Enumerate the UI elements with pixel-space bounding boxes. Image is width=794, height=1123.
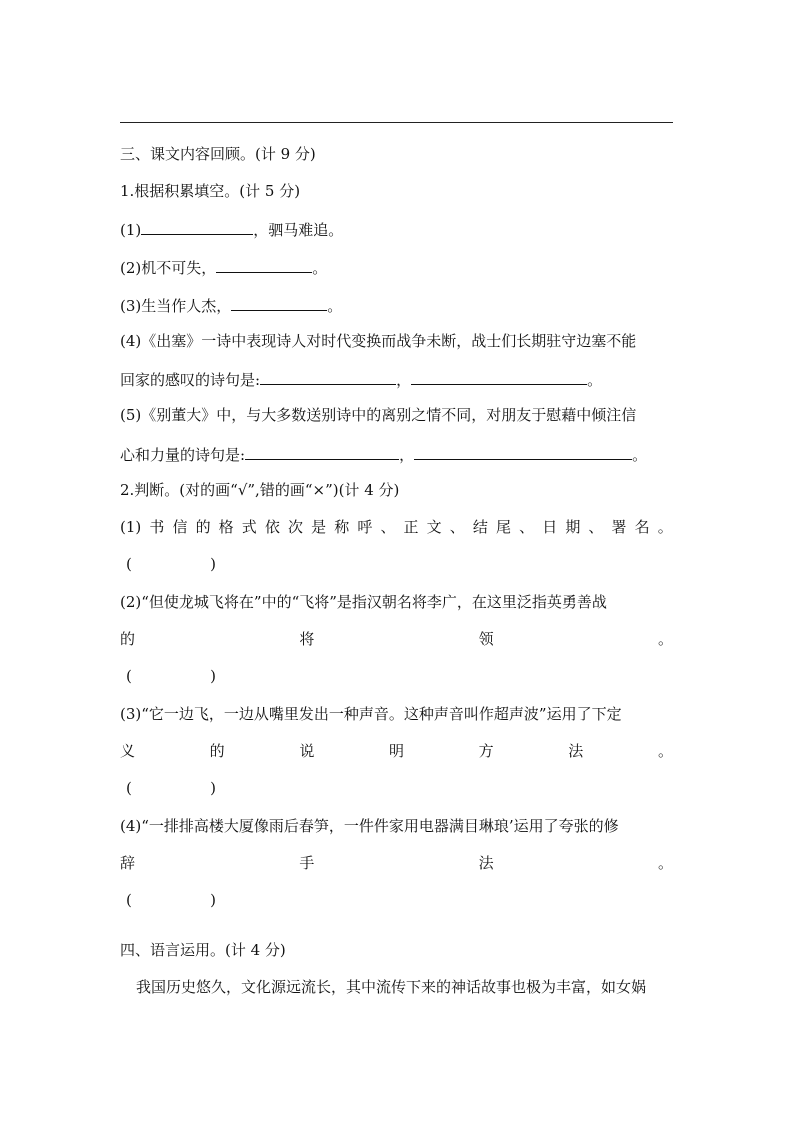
- q2-item2-line1: (2)“但使龙城飞将在”中的“飞将”是指汉朝名将李广，在这里泛指英勇善战: [120, 593, 607, 611]
- section4-heading: 四、语言运用。(计 4 分): [120, 941, 286, 959]
- text-char: 次: [288, 518, 304, 536]
- answer-blank[interactable]: [141, 218, 253, 235]
- q1-item2: [120, 256, 673, 276]
- q1-item2-prefix: (2)机不可失，: [120, 259, 217, 277]
- q2-item4-line2: [120, 853, 673, 873]
- q1-item3: [120, 294, 673, 314]
- text-char: 、: [449, 518, 465, 536]
- q2-item4-line1: (4)“一排排高楼大厦像雨后春笋，一件件家用电器满目琳琅’运用了夸张的修: [120, 817, 619, 835]
- paren-open: (: [126, 667, 132, 685]
- text-char: 书: [149, 518, 165, 536]
- text-char: 依: [264, 518, 280, 536]
- q1-item4-comma: ，: [396, 371, 412, 389]
- text-char: 义: [120, 742, 136, 760]
- text-char: 法: [568, 742, 584, 760]
- answer-blank[interactable]: [260, 368, 396, 385]
- text-char: 正: [403, 518, 419, 536]
- text-char: 呼: [357, 518, 373, 536]
- answer-paren-1[interactable]: [126, 554, 216, 574]
- text-char: 的: [195, 518, 211, 536]
- paren-open: (: [126, 891, 132, 909]
- text-char: 的: [209, 742, 225, 760]
- text-char: 。: [657, 518, 673, 536]
- text-char: 说: [299, 742, 315, 760]
- text-char: 辞: [120, 854, 136, 872]
- q1-item5-line2: [120, 443, 673, 463]
- header-rule: [120, 122, 673, 123]
- text-char: 领: [478, 630, 494, 648]
- answer-paren-4[interactable]: [126, 890, 216, 910]
- text-char: 式: [241, 518, 257, 536]
- text-char: 手: [299, 854, 315, 872]
- text-char: 将: [299, 630, 315, 648]
- text-char: 信: [172, 518, 188, 536]
- q2-item3-line1: (3)“它一边飞，一边从嘴里发出一种声音。这种声音叫作超声波”运用了下定: [120, 705, 622, 723]
- q1-item3-suffix: 。: [327, 297, 343, 315]
- text-char: 署: [611, 518, 627, 536]
- text-char: 方: [478, 742, 494, 760]
- text-char: 。: [657, 630, 673, 648]
- q1-item2-suffix: 。: [312, 259, 328, 277]
- text-char: 、: [519, 518, 535, 536]
- q2-heading: 2.判断。(对的画“√”,错的画“×”)(计 4 分): [120, 481, 400, 499]
- answer-blank[interactable]: [411, 368, 587, 385]
- q1-item1: [120, 218, 673, 238]
- text-char: 、: [380, 518, 396, 536]
- q1-item5-comma: ，: [399, 446, 415, 464]
- text-char: 。: [657, 742, 673, 760]
- paren-close: ): [210, 891, 216, 909]
- text-char: 格: [218, 518, 234, 536]
- text-char: 文: [426, 518, 442, 536]
- q1-item4-line2: [120, 368, 673, 388]
- text-char: 是: [311, 518, 327, 536]
- text-char: 称: [334, 518, 350, 536]
- q1-item5-prefix: 心和力量的诗句是:: [120, 446, 246, 464]
- q1-item1-prefix: (1): [120, 221, 142, 239]
- answer-blank[interactable]: [216, 256, 312, 273]
- q2-item1-line: [120, 517, 673, 537]
- paren-open: (: [126, 555, 132, 573]
- q1-item5-line1: (5)《别董大》中，与大多数送别诗中的离别之情不同，对朋友于慰藉中倾注信: [120, 406, 637, 424]
- q1-item5-suffix: 。: [632, 446, 648, 464]
- answer-blank[interactable]: [231, 294, 327, 311]
- q1-item4-prefix: 回家的感叹的诗句是:: [120, 371, 261, 389]
- q1-heading: 1.根据积累填空。(计 5 分): [120, 182, 301, 200]
- answer-blank[interactable]: [414, 443, 632, 460]
- q1-item3-prefix: (3)生当作人杰，: [120, 297, 232, 315]
- text-char: 结: [472, 518, 488, 536]
- answer-blank[interactable]: [245, 443, 399, 460]
- q1-item4-line1: (4)《出塞》一诗中表现诗人对时代变换而战争未断，战士们长期驻守边塞不能: [120, 332, 637, 350]
- text-char: 、: [588, 518, 604, 536]
- answer-paren-2[interactable]: [126, 666, 216, 686]
- text-char: (1): [120, 518, 142, 536]
- q2-item3-line2: [120, 741, 673, 761]
- q1-item4-suffix: 。: [587, 371, 603, 389]
- paren-close: ): [210, 667, 216, 685]
- q2-item2-line2: [120, 629, 673, 649]
- section3-heading: 三、课文内容回顾。(计 9 分): [120, 145, 316, 163]
- text-char: 。: [657, 854, 673, 872]
- text-char: 期: [565, 518, 581, 536]
- text-char: 日: [542, 518, 558, 536]
- section4-paragraph-line1: 我国历史悠久，文化源远流长，其中流传下来的神话故事也极为丰富，如女娲: [136, 978, 647, 996]
- text-char: 尾: [495, 518, 511, 536]
- text-char: 名: [634, 518, 650, 536]
- q1-item1-suffix: ，驷马难追。: [253, 221, 344, 239]
- paren-open: (: [126, 779, 132, 797]
- text-char: 法: [478, 854, 494, 872]
- text-char: 的: [120, 630, 136, 648]
- answer-paren-3[interactable]: [126, 778, 216, 798]
- text-char: 明: [388, 742, 404, 760]
- paren-close: ): [210, 555, 216, 573]
- paren-close: ): [210, 779, 216, 797]
